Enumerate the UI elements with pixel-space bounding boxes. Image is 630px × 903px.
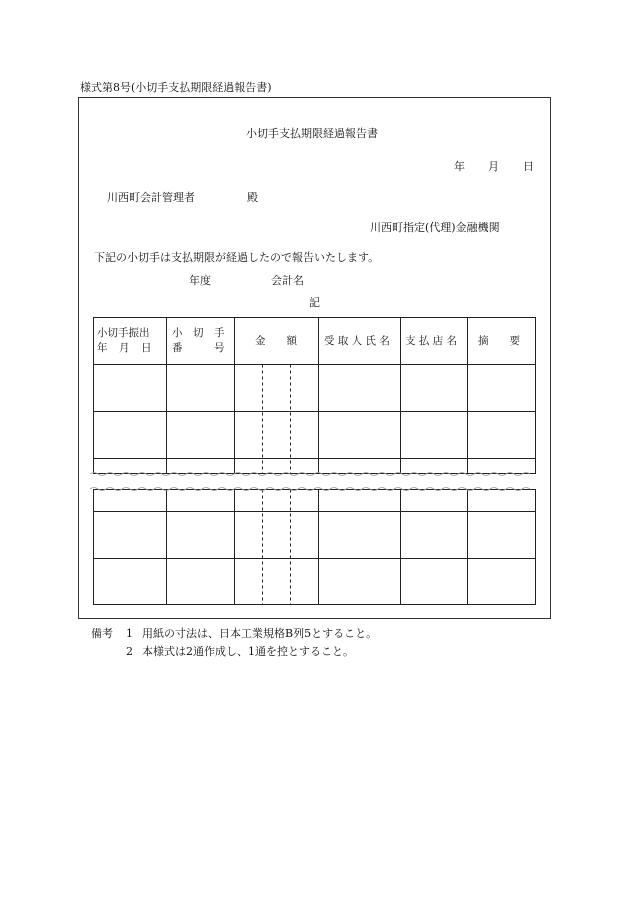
note-1-number: 1 bbox=[126, 627, 133, 640]
header-remarks: 摘 要 bbox=[478, 335, 520, 347]
note-2-text: 本様式は2通作成し、1通を控とすること。 bbox=[142, 645, 354, 658]
header-issue-date-line2: 年 月 日 bbox=[97, 342, 152, 354]
header-check-number-line2: 番 号 bbox=[172, 342, 225, 354]
report-title: 小切手支払期限経過報告書 bbox=[246, 127, 378, 140]
form-number: 様式第8号(小切手支払期限経過報告書) bbox=[80, 81, 272, 94]
note-2-number: 2 bbox=[126, 645, 133, 658]
note-1-text: 用紙の寸法は、日本工業規格B列5とすること。 bbox=[142, 627, 378, 640]
sender-institution: 川西町指定(代理)金融機関 bbox=[370, 221, 500, 234]
date-month-label: 月 bbox=[488, 160, 499, 173]
header-payment-branch: 支 払 店 名 bbox=[405, 335, 458, 347]
header-check-number-line1: 小 切 手 bbox=[172, 327, 225, 339]
report-statement: 下記の小切手は支払期限が経過したので報告いたします。 bbox=[94, 251, 380, 264]
header-issue-date-line1: 小切手振出 bbox=[97, 327, 150, 339]
header-check-number bbox=[172, 326, 232, 356]
notes-label: 備考 bbox=[91, 627, 113, 640]
header-amount: 金 額 bbox=[255, 335, 297, 347]
fiscal-year-label: 年度 bbox=[189, 274, 211, 287]
addressee-honorific: 殿 bbox=[247, 191, 258, 204]
header-issue-date bbox=[97, 326, 165, 356]
header-payee-name: 受 取 人 氏 名 bbox=[324, 335, 390, 347]
date-year-label: 年 bbox=[454, 160, 465, 173]
account-name-label: 会計名 bbox=[271, 274, 304, 287]
addressee-name: 川西町会計管理者 bbox=[107, 191, 195, 204]
ki-heading: 記 bbox=[309, 296, 320, 309]
date-day-label: 日 bbox=[523, 160, 534, 173]
